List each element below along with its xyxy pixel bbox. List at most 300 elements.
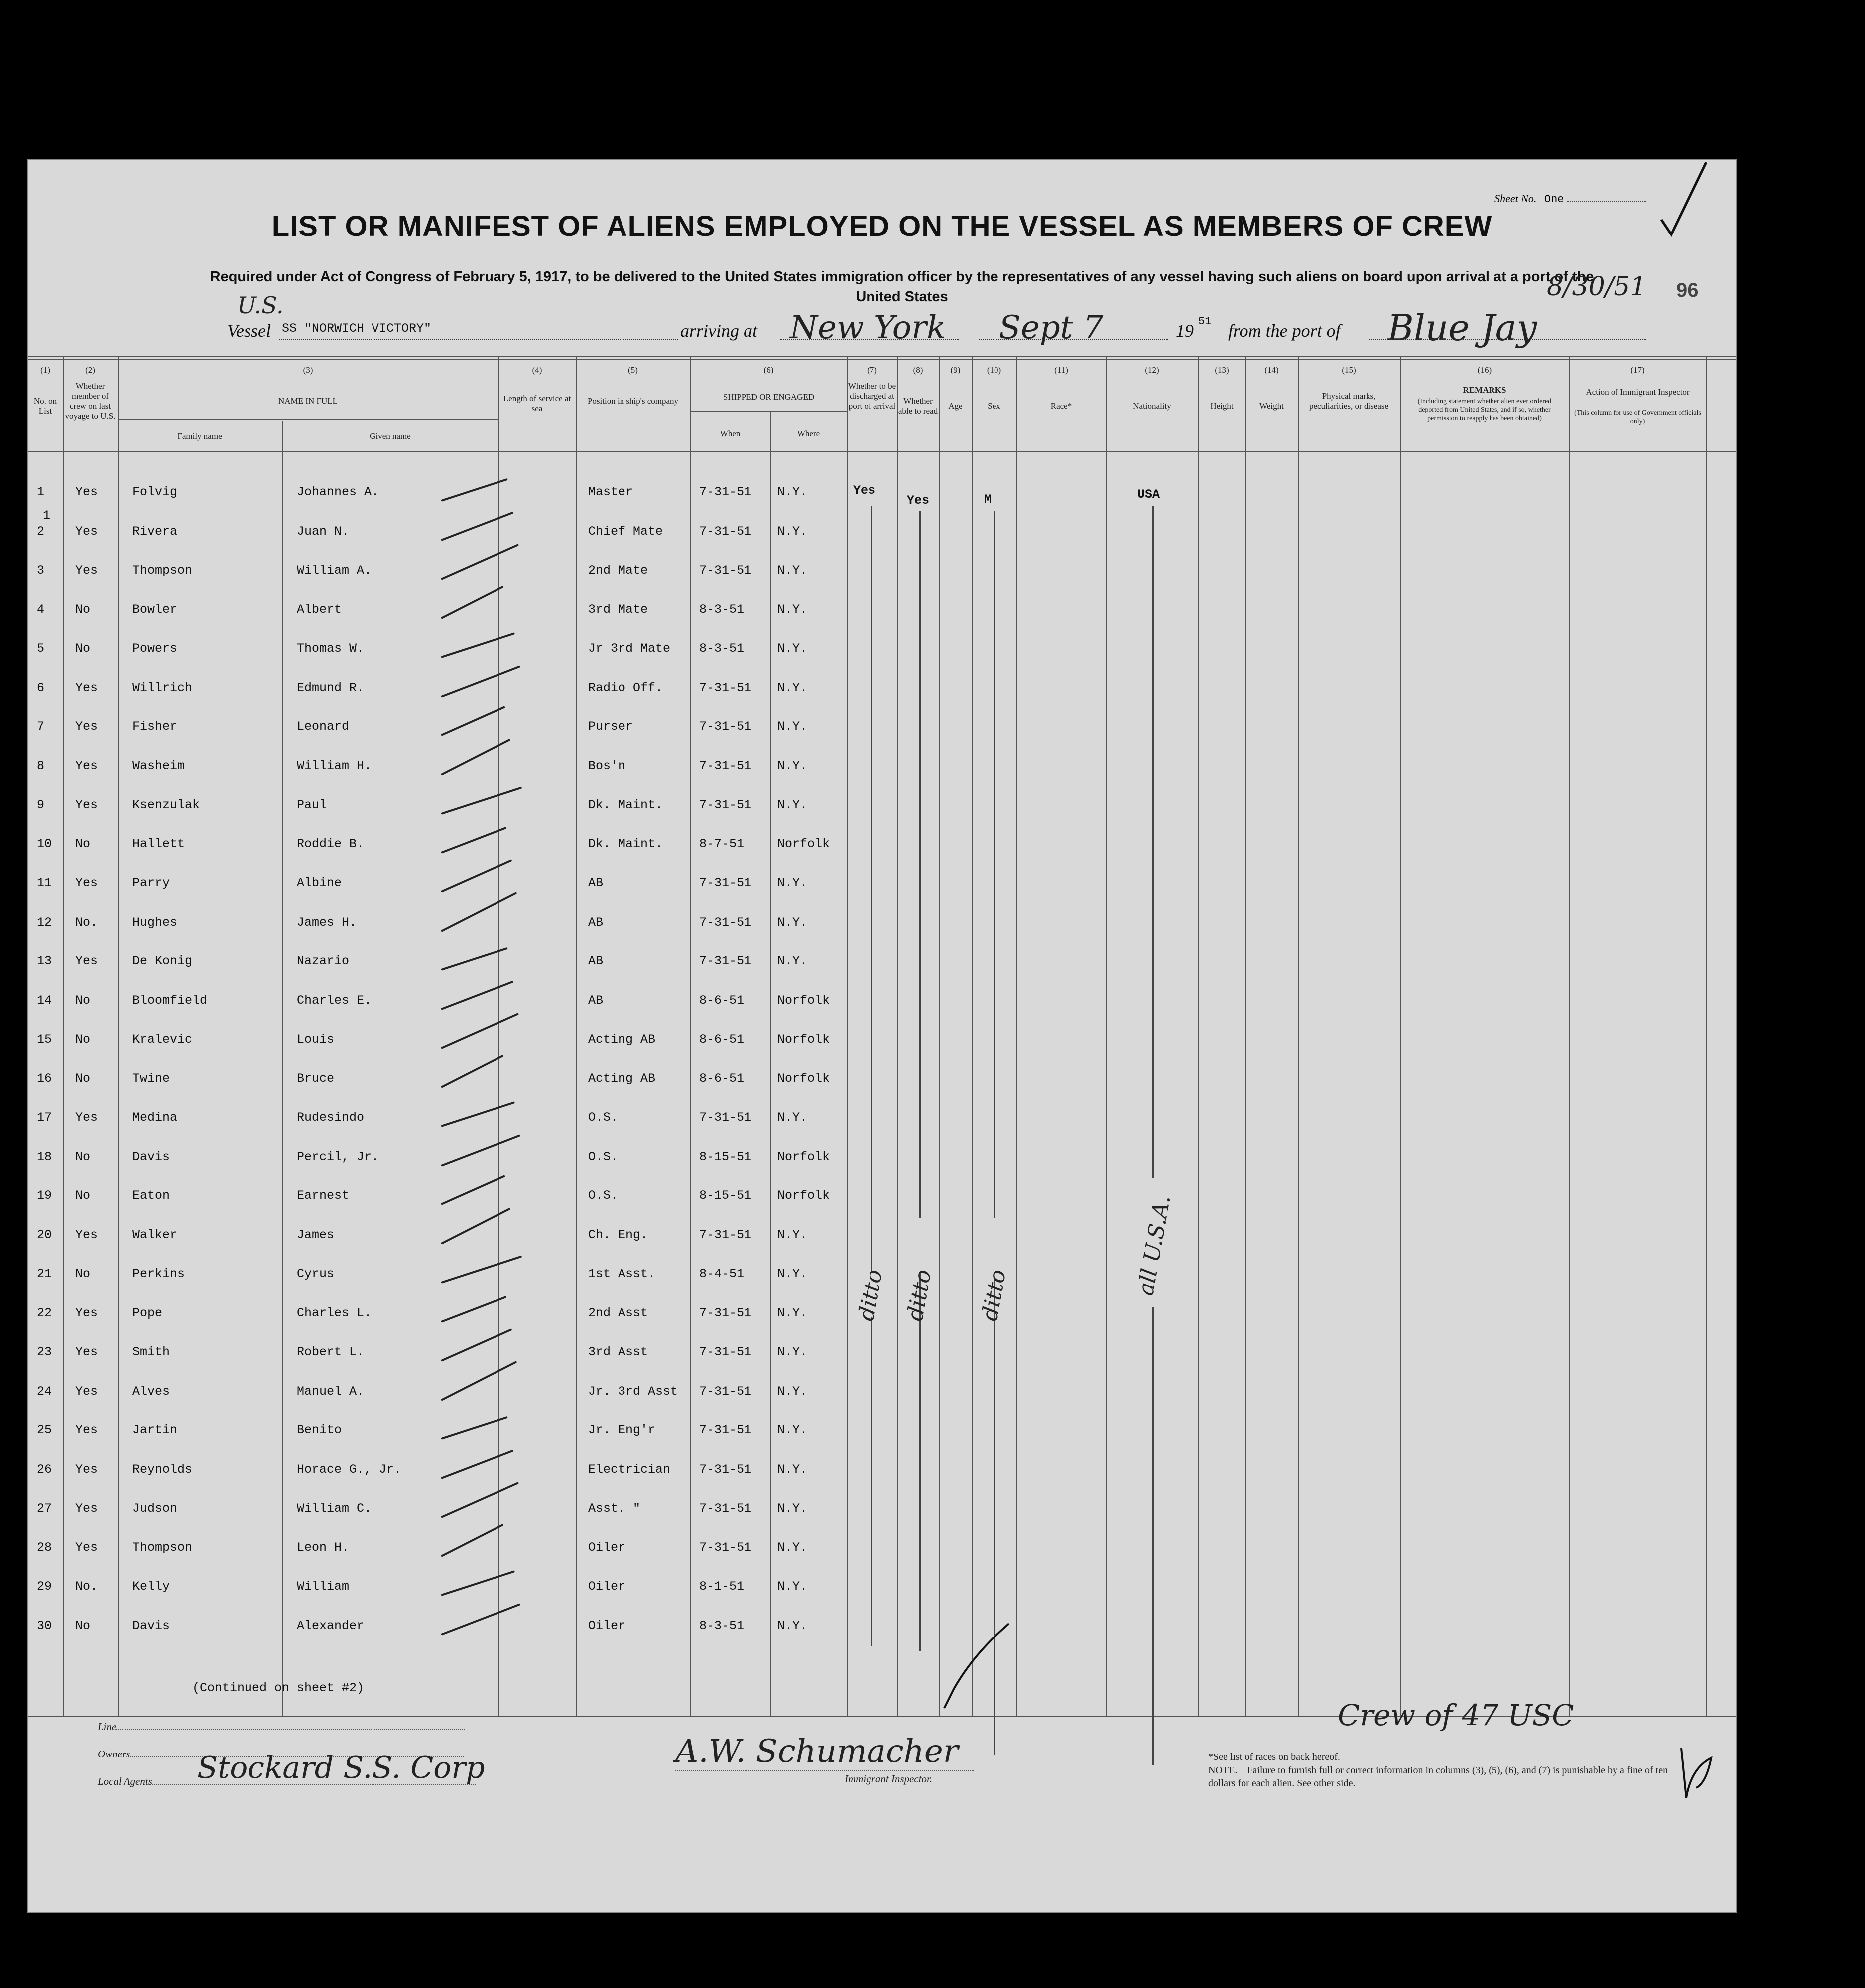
table-row	[28, 984, 1736, 1023]
shipped-where: N.Y.	[777, 1110, 808, 1125]
given-name: James	[297, 1227, 335, 1242]
position: Electrician	[588, 1462, 671, 1477]
given-name: Paul	[297, 798, 327, 812]
position: Dk. Maint.	[588, 798, 663, 812]
table-row	[28, 1179, 1736, 1218]
col-header-given-name: Given name	[370, 431, 411, 441]
page-subtitle: Required under Act of Congress of February 5, 1917, to be delivered to the United States immigration officer by the representatives of any vessel having such aliens on board upon arrival at a port of the United States	[210, 269, 1594, 305]
shipped-where: N.Y.	[777, 524, 808, 539]
col-header-age: Age	[948, 401, 963, 411]
family-name: Thompson	[132, 1540, 193, 1555]
family-name: Perkins	[132, 1267, 185, 1281]
table-row	[28, 710, 1736, 749]
family-name: Judson	[132, 1501, 178, 1516]
previous-voyage: No.	[75, 915, 98, 930]
from-port-value: Blue Jay	[1387, 307, 1537, 349]
shipped-where: N.Y.	[777, 1267, 808, 1281]
row-number: 26	[37, 1462, 52, 1477]
shipped-when: 7-31-51	[699, 1423, 752, 1437]
row-number: 4	[37, 602, 45, 617]
position: 2nd Asst	[588, 1305, 648, 1320]
stamp-number: 96	[1676, 279, 1699, 301]
row-number: 19	[37, 1188, 52, 1203]
col-num-16: (16)	[1477, 365, 1492, 375]
position: O.S.	[588, 1188, 619, 1203]
col-header-previous-voyage: Whether member of crew on last voyage to U.S.	[65, 381, 116, 421]
given-name: William C.	[297, 1501, 372, 1516]
family-name: Hughes	[132, 915, 178, 930]
previous-voyage: Yes	[75, 1423, 98, 1437]
row-number: 18	[37, 1149, 52, 1164]
position: Ch. Eng.	[588, 1227, 648, 1242]
given-name: Leon H.	[297, 1540, 350, 1555]
shipped-where: N.Y.	[777, 1579, 808, 1594]
col-num-10: (10)	[987, 365, 1001, 375]
table-row	[28, 1141, 1736, 1179]
position: 3rd Mate	[588, 602, 648, 617]
shipped-when: 8-15-51	[699, 1188, 752, 1203]
given-name: Leonard	[297, 719, 350, 734]
shipped-where: N.Y.	[777, 602, 808, 617]
initials-mark	[1671, 1738, 1721, 1808]
col-header-name: NAME IN FULL	[278, 396, 338, 406]
service-check-mark	[441, 1101, 515, 1127]
previous-voyage: Yes	[75, 758, 98, 773]
previous-voyage: No	[75, 602, 91, 617]
shipped-when: 8-3-51	[699, 1618, 745, 1633]
shipped-where: N.Y.	[777, 1384, 808, 1399]
shipped-when: 8-4-51	[699, 1267, 745, 1281]
given-name: Edmund R.	[297, 680, 365, 695]
previous-voyage: Yes	[75, 1462, 98, 1477]
shipped-where: N.Y.	[777, 719, 808, 734]
position: 2nd Mate	[588, 563, 648, 578]
shipped-where: N.Y.	[777, 758, 808, 773]
col-header-position: Position in ship's company	[587, 396, 679, 406]
service-check-mark	[441, 632, 515, 658]
shipped-where: N.Y.	[777, 1345, 808, 1359]
shipped-where: N.Y.	[777, 798, 808, 812]
position: Dk. Maint.	[588, 836, 663, 851]
shipped-where: N.Y.	[777, 641, 808, 656]
family-name: Eaton	[132, 1188, 170, 1203]
row-1-sub-number: 1	[43, 508, 51, 523]
table-row	[28, 750, 1736, 789]
family-name: Kralevic	[132, 1032, 193, 1047]
family-name: De Konig	[132, 954, 193, 968]
arrival-date: Sept 7	[999, 309, 1104, 346]
row-number: 17	[37, 1110, 52, 1125]
row-number: 1	[37, 485, 45, 499]
position: AB	[588, 954, 604, 968]
shipped-when: 8-15-51	[699, 1149, 752, 1164]
col-header-weight: Weight	[1259, 401, 1284, 411]
position: Oiler	[588, 1579, 626, 1594]
table-row	[28, 1062, 1736, 1101]
position: Purser	[588, 719, 633, 734]
shipped-where: Norfolk	[777, 1032, 830, 1047]
service-check-mark	[441, 1175, 505, 1205]
previous-voyage: Yes	[75, 1345, 98, 1359]
crew-table	[28, 356, 1736, 1716]
col-header-sex: Sex	[988, 401, 1000, 411]
row-number: 5	[37, 641, 45, 656]
given-name: William	[297, 1579, 350, 1594]
row-number: 2	[37, 524, 45, 539]
ditto-col7: ditto	[853, 1267, 888, 1323]
family-name: Smith	[132, 1345, 170, 1359]
col-num-9: (9)	[950, 365, 961, 375]
col-num-2: (2)	[85, 365, 95, 375]
sheet-number-value: One	[1544, 193, 1564, 206]
shipped-when: 7-31-51	[699, 1540, 752, 1555]
row-number: 22	[37, 1305, 52, 1320]
previous-voyage: No	[75, 1032, 91, 1047]
table-row	[28, 867, 1736, 906]
col-header-read: Whether able to read	[898, 396, 938, 416]
given-name: James H.	[297, 915, 357, 930]
shipped-when: 7-31-51	[699, 524, 752, 539]
position: Acting AB	[588, 1032, 656, 1047]
shipped-where: N.Y.	[777, 1540, 808, 1555]
row-number: 10	[37, 836, 52, 851]
family-name: Parry	[132, 876, 170, 890]
shipped-when: 7-31-51	[699, 1384, 752, 1399]
shipped-when: 8-6-51	[699, 1071, 745, 1086]
previous-voyage: Yes	[75, 1540, 98, 1555]
given-name: Percil, Jr.	[297, 1149, 379, 1164]
position: Oiler	[588, 1540, 626, 1555]
table-row	[28, 945, 1736, 984]
position: Radio Off.	[588, 680, 663, 695]
previous-voyage: Yes	[75, 876, 98, 890]
row-number: 13	[37, 954, 52, 968]
shipped-where: N.Y.	[777, 563, 808, 578]
row-number: 27	[37, 1501, 52, 1516]
previous-voyage: Yes	[75, 1384, 98, 1399]
col-num-4: (4)	[532, 365, 542, 375]
footer-line-label: Line	[98, 1721, 465, 1733]
col-header-inspector-action: Action of Immigrant Inspector	[1586, 387, 1690, 397]
shipped-when: 8-6-51	[699, 993, 745, 1008]
previous-voyage: No	[75, 993, 91, 1008]
inspector-signature: A.W. Schumacher	[675, 1733, 959, 1770]
col-header-when: When	[720, 429, 741, 438]
given-name: Albert	[297, 602, 342, 617]
position: O.S.	[588, 1149, 619, 1164]
position: 3rd Asst	[588, 1345, 648, 1359]
vessel-label: Vessel	[227, 321, 271, 341]
col-num-17: (17)	[1630, 365, 1645, 375]
service-check-mark	[441, 1295, 506, 1322]
table-row	[28, 1531, 1736, 1570]
page-title: LIST OR MANIFEST OF ALIENS EMPLOYED ON THE VESSEL AS MEMBERS OF CREW	[271, 210, 1492, 242]
footer-agents-label: Local Agents	[98, 1775, 476, 1788]
row-number: 16	[37, 1071, 52, 1086]
previous-voyage: Yes	[75, 485, 98, 499]
inspector-mark	[934, 1614, 1024, 1713]
family-name: Davis	[132, 1149, 170, 1164]
table-row	[28, 828, 1736, 867]
position: 1st Asst.	[588, 1267, 656, 1281]
position: Chief Mate	[588, 524, 663, 539]
row-number: 11	[37, 876, 52, 890]
family-name: Kelly	[132, 1579, 170, 1594]
row-1-nationality: USA	[1137, 487, 1160, 502]
shipped-when: 7-31-51	[699, 954, 752, 968]
col-header-remarks-note: (Including statement whether alien ever ordered deported from United States, and if so, whether permission to reapply has been obtained)	[1417, 398, 1552, 422]
shipped-when: 8-1-51	[699, 1579, 745, 1594]
service-check-mark	[441, 1256, 522, 1284]
given-name: Alexander	[297, 1618, 365, 1633]
table-row	[28, 906, 1736, 945]
vessel-value: SS "NORWICH VICTORY"	[282, 321, 432, 336]
row-number: 6	[37, 680, 45, 695]
row-number: 9	[37, 798, 45, 812]
col-num-14: (14)	[1264, 365, 1279, 375]
shipped-when: 7-31-51	[699, 758, 752, 773]
previous-voyage: No	[75, 1071, 91, 1086]
shipped-when: 7-31-51	[699, 485, 752, 499]
previous-voyage: Yes	[75, 798, 98, 812]
col-num-12: (12)	[1145, 365, 1159, 375]
shipped-when: 7-31-51	[699, 798, 752, 812]
position: Jr 3rd Mate	[588, 641, 671, 656]
ditto-col10: ditto	[977, 1267, 1011, 1323]
given-name: Louis	[297, 1032, 335, 1047]
shipped-where: N.Y.	[777, 1423, 808, 1437]
shipped-when: 7-31-51	[699, 719, 752, 734]
continued-note: (Continued on sheet #2)	[192, 1681, 365, 1695]
shipped-where: N.Y.	[777, 485, 808, 499]
service-check-mark	[441, 478, 507, 502]
previous-voyage: Yes	[75, 680, 98, 695]
family-name: Pope	[132, 1305, 163, 1320]
races-note: *See list of races on back hereof.	[1208, 1752, 1340, 1762]
service-check-mark	[441, 1449, 513, 1479]
ditto-col12: all U.S.A.	[1133, 1193, 1176, 1298]
footer-note: NOTE.—Failure to furnish full or correct information in columns (3), (5), (6), and (7) is punishable by a fine of ten dollars for each alien. See other side.	[1208, 1765, 1668, 1789]
given-name: Bruce	[297, 1071, 335, 1086]
col-num-13: (13)	[1215, 365, 1229, 375]
given-name: Johannes A.	[297, 485, 379, 499]
shipped-when: 7-31-51	[699, 563, 752, 578]
shipped-when: 7-31-51	[699, 1345, 752, 1359]
shipped-when: 7-31-51	[699, 1305, 752, 1320]
previous-voyage: Yes	[75, 1501, 98, 1516]
table-row	[28, 515, 1736, 554]
family-name: Bowler	[132, 602, 178, 617]
col-header-nationality: Nationality	[1133, 401, 1171, 411]
shipped-where: Norfolk	[777, 1188, 830, 1203]
previous-voyage: No	[75, 641, 91, 656]
position: Asst. "	[588, 1501, 641, 1516]
position: Master	[588, 485, 633, 499]
table-row	[28, 554, 1736, 593]
previous-voyage: Yes	[75, 954, 98, 968]
table-row	[28, 789, 1736, 827]
previous-voyage: Yes	[75, 563, 98, 578]
table-row	[28, 672, 1736, 710]
table-row	[28, 1610, 1736, 1648]
given-name: Juan N.	[297, 524, 350, 539]
row-number: 30	[37, 1618, 52, 1633]
shipped-when: 7-31-51	[699, 876, 752, 890]
table-row	[28, 632, 1736, 671]
shipped-when: 7-31-51	[699, 1462, 752, 1477]
family-name: Jartin	[132, 1423, 178, 1437]
ditto-line-col12	[1152, 506, 1154, 1178]
col-num-6: (6)	[763, 365, 774, 375]
service-check-mark	[441, 980, 513, 1010]
year-value: 51	[1198, 315, 1212, 328]
row-number: 20	[37, 1227, 52, 1242]
shipped-where: N.Y.	[777, 1227, 808, 1242]
shipped-when: 8-7-51	[699, 836, 745, 851]
shipped-when: 7-31-51	[699, 1227, 752, 1242]
previous-voyage: Yes	[75, 524, 98, 539]
shipped-when: 7-31-51	[699, 915, 752, 930]
vessel-prefix: U.S.	[237, 292, 284, 319]
col-header-service-length: Length of service at sea	[503, 394, 571, 413]
table-row	[28, 1453, 1736, 1492]
family-name: Thompson	[132, 563, 193, 578]
given-name: Horace G., Jr.	[297, 1462, 402, 1477]
shipped-where: N.Y.	[777, 680, 808, 695]
previous-voyage: No	[75, 1149, 91, 1164]
given-name: Thomas W.	[297, 641, 365, 656]
previous-voyage: Yes	[75, 1110, 98, 1125]
given-name: Benito	[297, 1423, 342, 1437]
col-header-where: Where	[797, 429, 820, 438]
footer-owners-label: Owners	[98, 1748, 464, 1760]
given-name: Charles E.	[297, 993, 372, 1008]
inspector-label: Immigrant Inspector.	[845, 1773, 933, 1785]
family-name: Bloomfield	[132, 993, 208, 1008]
family-name: Rivera	[132, 524, 178, 539]
family-name: Walker	[132, 1227, 178, 1242]
table-row	[28, 1492, 1736, 1531]
col-header-physical-marks: Physical marks, peculiarities, or disease	[1309, 391, 1389, 411]
family-name: Hallett	[132, 836, 185, 851]
table-row	[28, 1336, 1736, 1375]
sheet-number	[1494, 192, 1646, 206]
ditto-col8: ditto	[902, 1267, 937, 1323]
position: Jr. 3rd Asst	[588, 1384, 678, 1399]
family-name: Ksenzulak	[132, 798, 200, 812]
table-row	[28, 1375, 1736, 1414]
family-name: Davis	[132, 1618, 170, 1633]
family-name: Willrich	[132, 680, 193, 695]
position: Acting AB	[588, 1071, 656, 1086]
row-number: 23	[37, 1345, 52, 1359]
given-name: Charles L.	[297, 1305, 372, 1320]
family-name: Powers	[132, 641, 178, 656]
previous-voyage: Yes	[75, 1227, 98, 1242]
row-number: 8	[37, 758, 45, 773]
row-number: 24	[37, 1384, 52, 1399]
col-num-1: (1)	[40, 365, 50, 375]
shipped-where: Norfolk	[777, 1071, 830, 1086]
row-number: 29	[37, 1579, 52, 1594]
given-name: Albine	[297, 876, 342, 890]
col-header-remarks: REMARKS	[1463, 385, 1506, 395]
crew-note: Crew of 47 USC	[1338, 1698, 1574, 1732]
family-name: Medina	[132, 1110, 178, 1125]
row-number: 25	[37, 1423, 52, 1437]
table-row	[28, 1570, 1736, 1609]
col-header-discharged: Whether to be discharged at port of arrival	[848, 381, 896, 411]
ditto-line-col10	[994, 511, 995, 1218]
position: AB	[588, 915, 604, 930]
given-name: Rudesindo	[297, 1110, 365, 1125]
shipped-where: N.Y.	[777, 1305, 808, 1320]
shipped-where: Norfolk	[777, 1149, 830, 1164]
row-number: 7	[37, 719, 45, 734]
given-name: Robert L.	[297, 1345, 365, 1359]
shipped-where: N.Y.	[777, 1501, 808, 1516]
row-number: 3	[37, 563, 45, 578]
service-check-mark	[441, 706, 505, 736]
shipped-where: Norfolk	[777, 836, 830, 851]
agents-signature: Stockard S.S. Corp	[197, 1751, 485, 1785]
family-name: Reynolds	[132, 1462, 193, 1477]
col-header-race: Race*	[1050, 401, 1072, 411]
position: Oiler	[588, 1618, 626, 1633]
col-num-5: (5)	[628, 365, 638, 375]
service-check-mark	[441, 947, 507, 971]
from-port-label: from the port of	[1228, 321, 1341, 341]
stamp-date: 8/30/51	[1547, 272, 1647, 302]
col-header-no: No. on List	[33, 396, 57, 416]
shipped-where: N.Y.	[777, 1462, 808, 1477]
previous-voyage: No	[75, 1188, 91, 1203]
previous-voyage: No	[75, 1618, 91, 1633]
given-name: Nazario	[297, 954, 350, 968]
row-number: 14	[37, 993, 52, 1008]
given-name: William H.	[297, 758, 372, 773]
col-num-3: (3)	[303, 365, 313, 375]
previous-voyage: No	[75, 836, 91, 851]
col-header-shipped: SHIPPED OR ENGAGED	[723, 392, 815, 402]
position: Jr. Eng'r	[588, 1423, 656, 1437]
service-check-mark	[441, 1416, 507, 1440]
shipped-where: N.Y.	[777, 915, 808, 930]
manifest-sheet	[27, 159, 1737, 1913]
arriving-value: New York	[790, 309, 946, 346]
shipped-where: N.Y.	[777, 876, 808, 890]
year-label: 19	[1176, 321, 1194, 341]
previous-voyage: Yes	[75, 719, 98, 734]
row-number: 15	[37, 1032, 52, 1047]
shipped-when: 7-31-51	[699, 1110, 752, 1125]
col-num-8: (8)	[913, 365, 923, 375]
col-num-7: (7)	[867, 365, 877, 375]
row-number: 28	[37, 1540, 52, 1555]
col-header-height: Height	[1210, 401, 1234, 411]
arriving-label: arriving at	[680, 321, 758, 341]
row-1-discharged: Yes	[853, 483, 876, 498]
previous-voyage: No	[75, 1267, 91, 1281]
family-name: Folvig	[132, 485, 178, 499]
family-name: Twine	[132, 1071, 170, 1086]
position: AB	[588, 993, 604, 1008]
row-1-sex: M	[984, 492, 992, 507]
given-name: Manuel A.	[297, 1384, 365, 1399]
ditto-line-col7	[871, 506, 872, 1273]
family-name: Washeim	[132, 758, 185, 773]
position: O.S.	[588, 1110, 619, 1125]
